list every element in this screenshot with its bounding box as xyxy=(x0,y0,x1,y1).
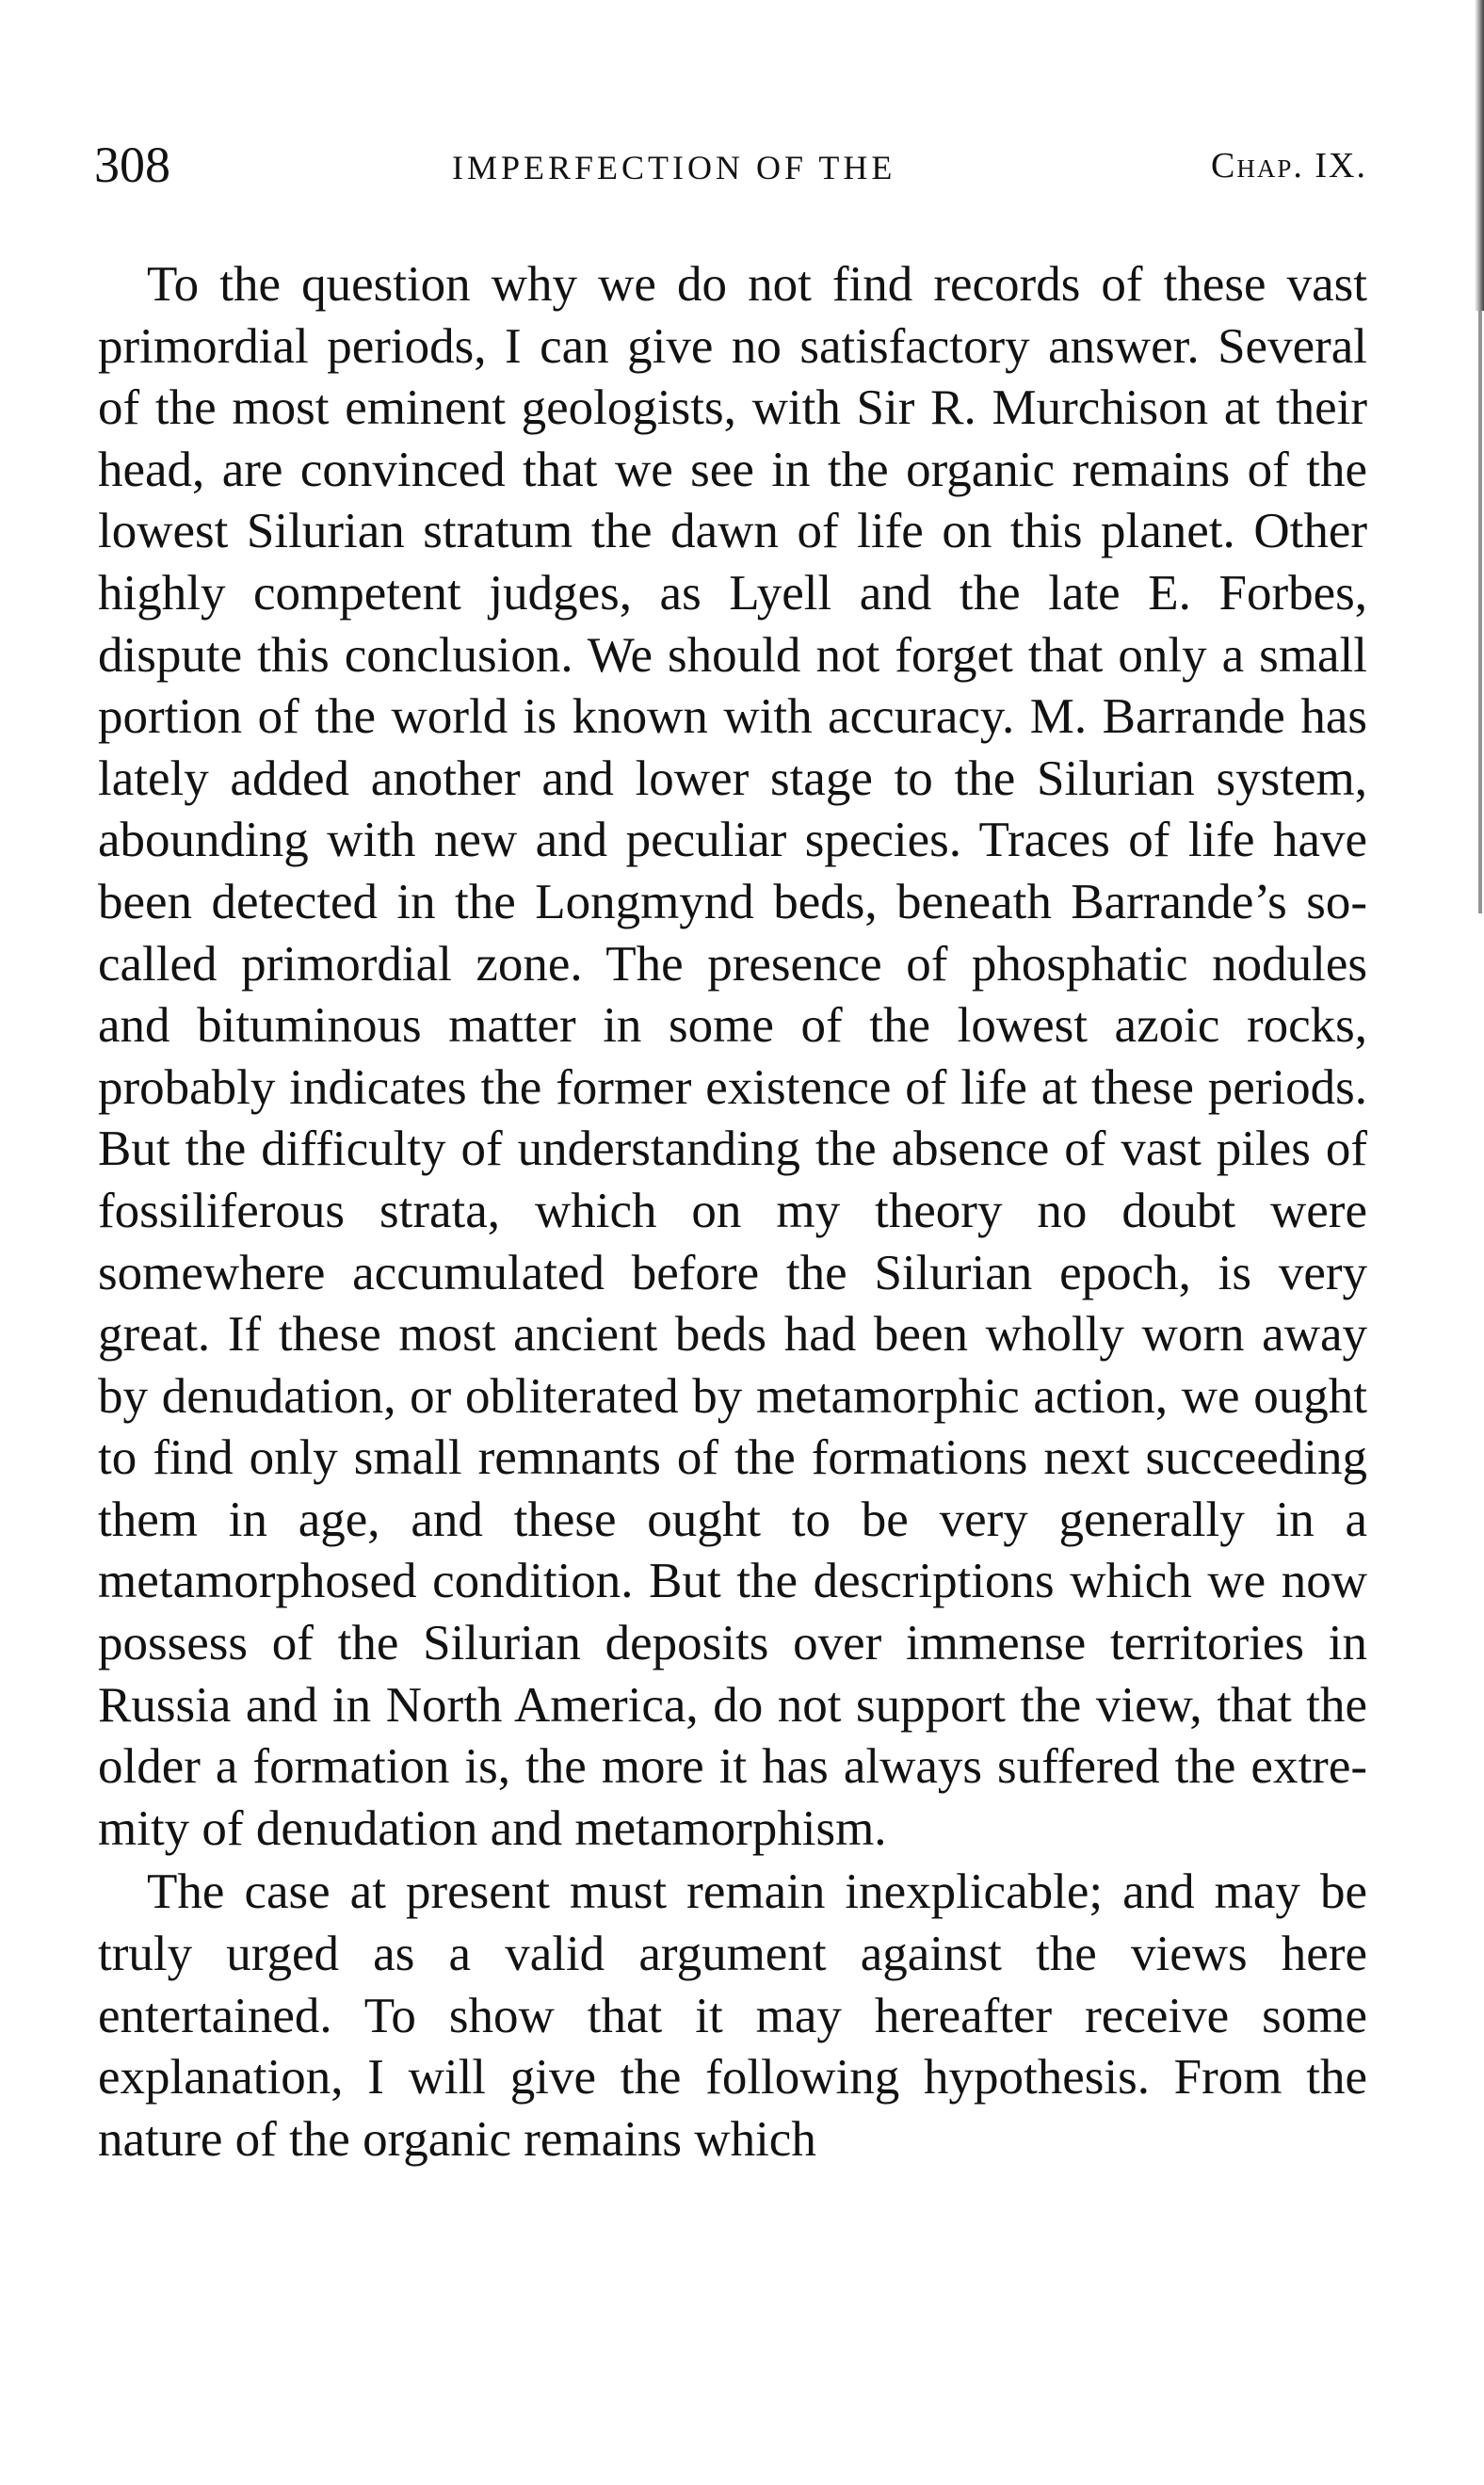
binding-edge-line xyxy=(1478,311,1482,913)
chapter-number: IX. xyxy=(1315,146,1367,186)
page-number: 308 xyxy=(94,137,170,193)
running-title: IMPERFECTION OF THE xyxy=(452,149,896,186)
running-header xyxy=(94,132,1367,198)
paragraph: To the question why we do not find records of these vast primordial periods, I can give no satisfactory answer. Several of the most eminent geologists, with Sir R. Murchison at their head, are convinced that we see in the organic remains of the lowest Silurian stratum the dawn of life on this planet. Other highly competent judges, as Lyell and the late E. Forbes, dispute this conclusion. We should not forget that only a small portion of the world is known with accuracy. M. Barrande has lately added another and lower stage to the Silurian system, abounding with new and peculiar species. Traces of life have been detected in the Longmynd beds, beneath Barrande’s so-called primordial zone. The presence of phosphatic nodules and bituminous matter in some of the lowest azoic rocks, probably indicates the former existence of life at these periods. But the difficulty of understanding the absence of vast piles of fossiliferous strata, which on my theory no doubt were somewhere accumulated before the Silurian epoch, is very great. If these most ancient beds had been wholly worn away by denudation, or obliterated by metamorphic action, we ought to find only small remnants of the formations next succeeding them in age, and these ought to be very generally in a metamorphosed condition. But the descriptions which we now possess of the Silurian deposits over immense territories in Russia and in North America, do not support the view, that the older a formation is, the more it has always suffered the extremity of denudation and metamorphism. xyxy=(98,257,1367,1856)
paragraph: The case at present must remain inexplicable; and may be truly urged as a valid argument against the views here entertained. To show that it may hereafter receive some explanation, I will give the following hypothesis. From the nature of the organic remains which xyxy=(98,1864,1367,2167)
chapter-prefix: Chap. xyxy=(1211,146,1304,186)
binding-edge-shadow xyxy=(1475,0,1484,311)
chapter-label xyxy=(1211,137,1367,194)
body-text xyxy=(98,254,1367,2170)
